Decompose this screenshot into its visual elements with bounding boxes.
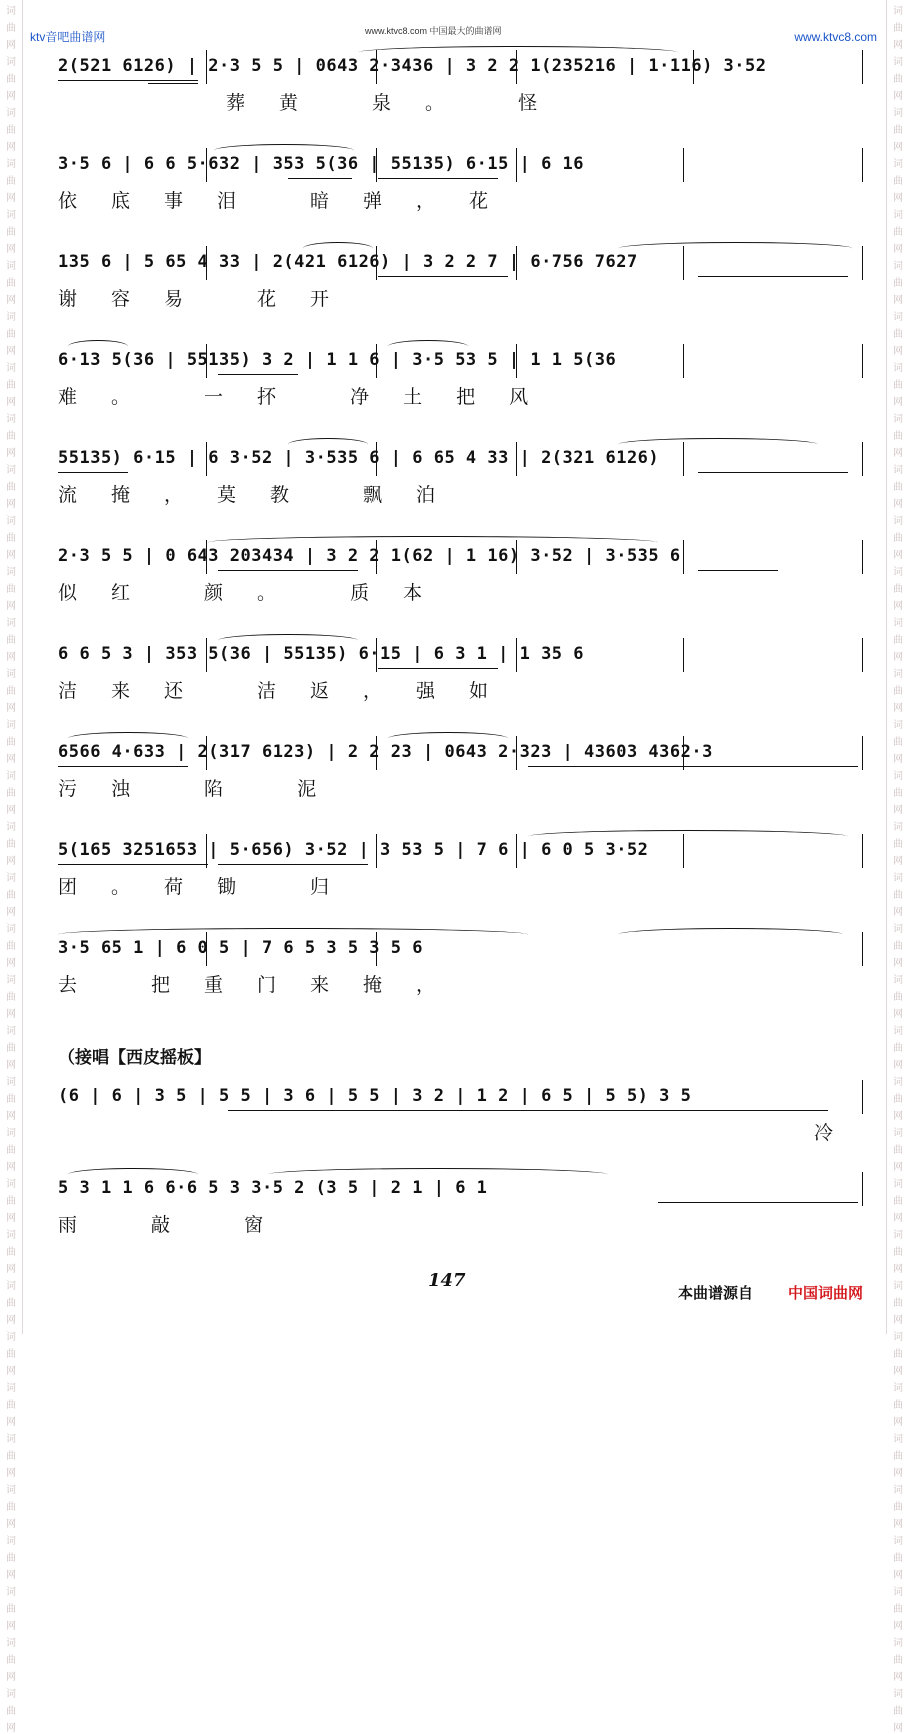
side-watermark-char: 曲 (6, 278, 16, 289)
side-watermark-char: 网 (6, 958, 16, 969)
system-8-lyrics: 污浊 陷 泥 (58, 778, 351, 800)
side-watermark-char: 网 (6, 1723, 16, 1734)
side-watermark-char: 曲 (893, 380, 903, 391)
side-watermark-char: 词 (6, 6, 16, 17)
side-watermark-char: 网 (893, 346, 903, 357)
side-watermark-char: 词 (6, 1536, 16, 1547)
side-watermark-char: 网 (6, 1672, 16, 1683)
side-watermark-char: 词 (893, 1689, 903, 1700)
side-watermark-char: 曲 (893, 686, 903, 697)
system-11-lyrics: 冷 (814, 1122, 868, 1144)
side-watermark-char: 网 (893, 397, 903, 408)
side-watermark-char: 曲 (6, 1247, 16, 1258)
side-watermark-char: 曲 (893, 278, 903, 289)
side-watermark-char: 曲 (6, 1094, 16, 1105)
side-watermark-char: 网 (893, 1213, 903, 1224)
side-watermark-char: 曲 (893, 1094, 903, 1105)
side-watermark-char: 曲 (6, 941, 16, 952)
side-watermark-char: 曲 (893, 125, 903, 136)
side-watermark-char: 曲 (6, 1196, 16, 1207)
source-name: 中国词曲网 (788, 1284, 864, 1302)
side-watermark-char: 网 (6, 703, 16, 714)
right-watermark-strip (886, 0, 909, 1734)
side-watermark-char: 网 (893, 1060, 903, 1071)
side-watermark-char: 曲 (6, 635, 16, 646)
side-watermark-char: 曲 (6, 1400, 16, 1411)
side-watermark-char: 网 (6, 856, 16, 867)
system-7-notes: 6 6 5 3 | 353 5(36 | 55135) 6·15 | 6 3 1 | 1 35 6 (58, 644, 585, 664)
side-watermark-char: 词 (893, 6, 903, 17)
side-watermark-char: 网 (893, 91, 903, 102)
header-center-watermark: www.ktvc8.com 中国最大的曲谱网 (365, 26, 502, 36)
side-watermark-char: 网 (6, 295, 16, 306)
side-watermark-char: 网 (893, 244, 903, 255)
side-watermark-char: 网 (6, 1111, 16, 1122)
side-watermark-char: 网 (893, 1723, 903, 1734)
side-watermark-char: 词 (6, 414, 16, 425)
side-watermark-char: 词 (893, 924, 903, 935)
score-system-2 (58, 148, 859, 228)
side-watermark-char: 曲 (893, 1655, 903, 1666)
side-watermark-char: 曲 (893, 1145, 903, 1156)
side-watermark-char: 曲 (893, 1349, 903, 1360)
side-watermark-char: 曲 (6, 1553, 16, 1564)
side-watermark-char: 曲 (6, 74, 16, 85)
side-watermark-char: 曲 (893, 941, 903, 952)
side-watermark-char: 词 (6, 57, 16, 68)
side-watermark-char: 词 (893, 1332, 903, 1343)
side-watermark-char: 词 (893, 1536, 903, 1547)
side-watermark-char: 词 (893, 1179, 903, 1190)
side-watermark-char: 曲 (893, 992, 903, 1003)
side-watermark-char: 网 (893, 1621, 903, 1632)
system-9-notes: 5(165 3251653 | 5·656) 3·52 | 3 53 5 | 7 6 | 6 0 5 3·52 (58, 840, 649, 860)
side-watermark-char: 曲 (893, 839, 903, 850)
section-label: （接唱【西皮摇板】 (58, 1048, 211, 1068)
side-watermark-char: 网 (893, 1009, 903, 1020)
side-watermark-char: 网 (893, 142, 903, 153)
side-watermark-char: 词 (893, 210, 903, 221)
side-watermark-char: 曲 (6, 1145, 16, 1156)
side-watermark-char: 网 (6, 448, 16, 459)
system-12-notes: 5 3 1 1 6 6·6 5 3 3·5 2 (3 5 | 2 1 | 6 1 (58, 1178, 488, 1198)
side-watermark-char: 词 (893, 108, 903, 119)
side-watermark-char: 网 (893, 1366, 903, 1377)
score-system-5 (58, 442, 859, 522)
system-2-lyrics: 依底事泪 暗弹，花 (58, 190, 523, 212)
side-watermark-char: 词 (893, 1434, 903, 1445)
system-1-lyrics: 葬黄 泉。 怪 (226, 92, 572, 114)
score-system-10 (58, 932, 859, 1012)
side-watermark-char: 词 (6, 1383, 16, 1394)
side-watermark-char: 网 (6, 550, 16, 561)
side-watermark-char: 网 (893, 958, 903, 969)
side-watermark-char: 网 (893, 805, 903, 816)
score-system-1 (58, 50, 859, 130)
side-watermark-char: 词 (6, 1128, 16, 1139)
side-watermark-char: 词 (893, 1128, 903, 1139)
side-watermark-char: 曲 (893, 74, 903, 85)
system-10-notes: 3·5 65 1 | 6 0 5 | 7 6 5 3 5 3 5 6 (58, 938, 423, 958)
side-watermark-char: 词 (6, 159, 16, 170)
side-watermark-char: 网 (893, 754, 903, 765)
side-watermark-char: 词 (893, 1485, 903, 1496)
side-watermark-char: 曲 (893, 788, 903, 799)
side-watermark-char: 网 (893, 193, 903, 204)
side-watermark-char: 曲 (893, 1553, 903, 1564)
side-watermark-char: 曲 (6, 1655, 16, 1666)
side-watermark-char: 曲 (893, 890, 903, 901)
side-watermark-char: 网 (893, 1672, 903, 1683)
side-watermark-char: 词 (6, 1689, 16, 1700)
side-watermark-char: 词 (893, 363, 903, 374)
side-watermark-char: 网 (6, 499, 16, 510)
side-watermark-char: 词 (893, 159, 903, 170)
side-watermark-char: 曲 (893, 1043, 903, 1054)
side-watermark-char: 网 (893, 601, 903, 612)
side-watermark-char: 词 (6, 975, 16, 986)
side-watermark-char: 词 (893, 975, 903, 986)
side-watermark-char: 曲 (6, 125, 16, 136)
side-watermark-char: 曲 (893, 329, 903, 340)
side-watermark-char: 曲 (6, 737, 16, 748)
side-watermark-char: 曲 (6, 227, 16, 238)
side-watermark-char: 词 (6, 1230, 16, 1241)
side-watermark-char: 曲 (6, 992, 16, 1003)
side-watermark-char: 词 (893, 720, 903, 731)
side-watermark-char: 曲 (893, 1502, 903, 1513)
side-watermark-char: 网 (893, 40, 903, 51)
side-watermark-char: 词 (6, 1281, 16, 1292)
side-watermark-char: 网 (6, 1315, 16, 1326)
side-watermark-char: 词 (893, 1281, 903, 1292)
side-watermark-char: 词 (6, 822, 16, 833)
side-watermark-char: 曲 (6, 788, 16, 799)
side-watermark-char: 网 (6, 1468, 16, 1479)
side-watermark-char: 词 (6, 567, 16, 578)
system-12-lyrics: 雨 敲 窗 (58, 1214, 298, 1236)
side-watermark-char: 词 (6, 465, 16, 476)
side-watermark-char: 词 (6, 261, 16, 272)
side-watermark-char: 词 (6, 108, 16, 119)
side-watermark-char: 曲 (893, 533, 903, 544)
side-watermark-char: 网 (893, 1111, 903, 1122)
side-watermark-char: 曲 (6, 839, 16, 850)
side-watermark-char: 曲 (893, 482, 903, 493)
side-watermark-char: 词 (893, 873, 903, 884)
side-watermark-char: 网 (893, 1570, 903, 1581)
side-watermark-char: 网 (6, 1162, 16, 1173)
side-watermark-char: 词 (6, 1434, 16, 1445)
side-watermark-char: 网 (893, 856, 903, 867)
side-watermark-char: 词 (893, 1230, 903, 1241)
system-4-notes: 6·13 5(36 | 55135) 3 2 | 1 1 6 | 3·5 53 5 | 1 1 5(36 (58, 350, 617, 370)
side-watermark-char: 词 (893, 57, 903, 68)
side-watermark-char: 网 (893, 295, 903, 306)
side-watermark-char: 词 (893, 1383, 903, 1394)
page-number: 147 (428, 1270, 466, 1291)
side-watermark-char: 网 (6, 1570, 16, 1581)
side-watermark-char: 网 (893, 499, 903, 510)
side-watermark-char: 词 (6, 924, 16, 935)
side-watermark-char: 词 (893, 516, 903, 527)
side-watermark-char: 网 (893, 1417, 903, 1428)
side-watermark-char: 词 (893, 1638, 903, 1649)
side-watermark-char: 网 (6, 601, 16, 612)
side-watermark-char: 网 (6, 40, 16, 51)
side-watermark-char: 网 (893, 448, 903, 459)
side-watermark-char: 词 (6, 210, 16, 221)
side-watermark-char: 网 (893, 703, 903, 714)
side-watermark-char: 曲 (893, 431, 903, 442)
side-watermark-char: 网 (893, 1162, 903, 1173)
side-watermark-char: 曲 (6, 1349, 16, 1360)
side-watermark-char: 词 (6, 1077, 16, 1088)
side-watermark-char: 词 (6, 1638, 16, 1649)
side-watermark-char: 网 (6, 1366, 16, 1377)
side-watermark-char: 曲 (6, 1706, 16, 1717)
side-watermark-char: 网 (893, 652, 903, 663)
side-watermark-char: 网 (6, 1009, 16, 1020)
side-watermark-char: 网 (6, 1264, 16, 1275)
side-watermark-char: 词 (6, 1485, 16, 1496)
side-watermark-char: 词 (893, 414, 903, 425)
score-system-3 (58, 246, 859, 326)
side-watermark-char: 网 (893, 907, 903, 918)
side-watermark-char: 网 (6, 91, 16, 102)
side-watermark-char: 曲 (893, 1247, 903, 1258)
side-watermark-char: 网 (6, 1213, 16, 1224)
side-watermark-char: 曲 (893, 176, 903, 187)
system-1-notes: 2(521 6126) | 2·3 5 5 | 0643 2·3436 | 3 2 2 1(235216 | 1·116) 3·52 (58, 56, 767, 76)
side-watermark-char: 词 (6, 873, 16, 884)
system-7-lyrics: 洁来还 洁返，强如 (58, 680, 523, 702)
side-watermark-char: 曲 (6, 431, 16, 442)
side-watermark-char: 词 (6, 1179, 16, 1190)
score-system-7 (58, 638, 859, 718)
side-watermark-char: 曲 (893, 23, 903, 34)
side-watermark-char: 网 (6, 1417, 16, 1428)
side-watermark-char: 词 (893, 312, 903, 323)
side-watermark-char: 网 (893, 550, 903, 561)
side-watermark-char: 词 (6, 618, 16, 629)
side-watermark-char: 词 (6, 1587, 16, 1598)
side-watermark-char: 曲 (893, 1400, 903, 1411)
side-watermark-char: 曲 (6, 890, 16, 901)
side-watermark-char: 曲 (6, 1502, 16, 1513)
system-2-notes: 3·5 6 | 6 6 5·632 | 353 5(36 | 55135) 6·15 | 6 16 (58, 154, 585, 174)
left-watermark-strip (0, 0, 23, 1734)
side-watermark-char: 曲 (6, 176, 16, 187)
side-watermark-char: 词 (6, 516, 16, 527)
side-watermark-char: 词 (893, 618, 903, 629)
side-watermark-char: 词 (6, 363, 16, 374)
side-watermark-char: 词 (6, 669, 16, 680)
side-watermark-char: 网 (6, 1621, 16, 1632)
side-watermark-char: 词 (6, 312, 16, 323)
side-watermark-char: 词 (893, 669, 903, 680)
side-watermark-char: 曲 (6, 584, 16, 595)
side-watermark-char: 曲 (6, 533, 16, 544)
side-watermark-char: 网 (6, 142, 16, 153)
system-8-notes: 6566 4·633 | 2(317 6123) | 2 2 23 | 0643 2·323 | 43603 4362·3 (58, 742, 713, 762)
side-watermark-char: 曲 (6, 1298, 16, 1309)
source-label: 本曲谱源自 (678, 1284, 754, 1302)
side-watermark-char: 曲 (6, 380, 16, 391)
side-watermark-char: 曲 (893, 635, 903, 646)
side-watermark-char: 曲 (893, 737, 903, 748)
score-system-9 (58, 834, 859, 914)
system-10-lyrics: 去 把重门来掩， (58, 974, 470, 996)
score-system-12 (58, 1172, 859, 1252)
side-watermark-char: 网 (6, 907, 16, 918)
score-system-8 (58, 736, 859, 816)
side-watermark-char: 曲 (893, 227, 903, 238)
system-9-lyrics: 团。荷锄 归 (58, 876, 364, 898)
side-watermark-char: 曲 (893, 1604, 903, 1615)
side-watermark-char: 曲 (6, 1043, 16, 1054)
side-watermark-char: 曲 (6, 23, 16, 34)
side-watermark-char: 曲 (893, 584, 903, 595)
side-watermark-char: 词 (893, 261, 903, 272)
side-watermark-char: 词 (893, 771, 903, 782)
side-watermark-char: 词 (893, 1077, 903, 1088)
system-3-lyrics: 谢容易 花开 (58, 288, 364, 310)
header-left-watermark: ktv音吧曲谱网 (30, 30, 106, 44)
side-watermark-char: 曲 (6, 329, 16, 340)
side-watermark-char: 曲 (6, 1604, 16, 1615)
side-watermark-char: 网 (6, 1060, 16, 1071)
header-right-watermark: www.ktvc8.com (794, 30, 877, 44)
score-system-6 (58, 540, 859, 620)
side-watermark-char: 曲 (893, 1451, 903, 1462)
side-watermark-char: 网 (893, 1468, 903, 1479)
side-watermark-char: 词 (893, 567, 903, 578)
side-watermark-char: 网 (6, 805, 16, 816)
system-5-notes: 55135) 6·15 | 6 3·52 | 3·535 6 | 6 65 4 33 | 2(321 6126) (58, 448, 660, 468)
side-watermark-char: 曲 (893, 1196, 903, 1207)
side-watermark-char: 网 (6, 1519, 16, 1530)
side-watermark-char: 网 (6, 397, 16, 408)
side-watermark-char: 网 (893, 1264, 903, 1275)
side-watermark-char: 网 (6, 346, 16, 357)
system-4-lyrics: 难。 一抔 净土把风 (58, 386, 563, 408)
side-watermark-char: 词 (6, 1026, 16, 1037)
side-watermark-char: 词 (6, 771, 16, 782)
system-11-notes: (6 | 6 | 3 5 | 5 5 | 3 6 | 5 5 | 3 2 | 1 2 | 6 5 | 5 5) 3 5 (58, 1086, 692, 1106)
system-6-notes: 2·3 5 5 | 0 643 203434 | 3 2 2 1(62 | 1 16) 3·52 | 3·535 6 (58, 546, 681, 566)
side-watermark-char: 词 (893, 822, 903, 833)
side-watermark-char: 曲 (893, 1298, 903, 1309)
side-watermark-char: 曲 (6, 482, 16, 493)
system-3-notes: 135 6 | 5 65 4 33 | 2(421 6126) | 3 2 2 7 | 6·756 7627 (58, 252, 638, 272)
side-watermark-char: 网 (6, 193, 16, 204)
side-watermark-char: 网 (893, 1519, 903, 1530)
side-watermark-char: 词 (6, 1332, 16, 1343)
side-watermark-char: 网 (6, 244, 16, 255)
side-watermark-char: 网 (893, 1315, 903, 1326)
side-watermark-char: 曲 (6, 1451, 16, 1462)
side-watermark-char: 曲 (6, 686, 16, 697)
side-watermark-char: 网 (6, 652, 16, 663)
side-watermark-char: 词 (893, 1587, 903, 1598)
side-watermark-char: 曲 (893, 1706, 903, 1717)
side-watermark-char: 词 (893, 465, 903, 476)
side-watermark-char: 网 (6, 754, 16, 765)
side-watermark-char: 词 (893, 1026, 903, 1037)
side-watermark-char: 词 (6, 720, 16, 731)
system-6-lyrics: 似红 颜。 质本 (58, 582, 457, 604)
score-system-11 (58, 1080, 868, 1160)
system-5-lyrics: 流掩，莫教 飘泊 (58, 484, 470, 506)
score-system-4 (58, 344, 859, 424)
